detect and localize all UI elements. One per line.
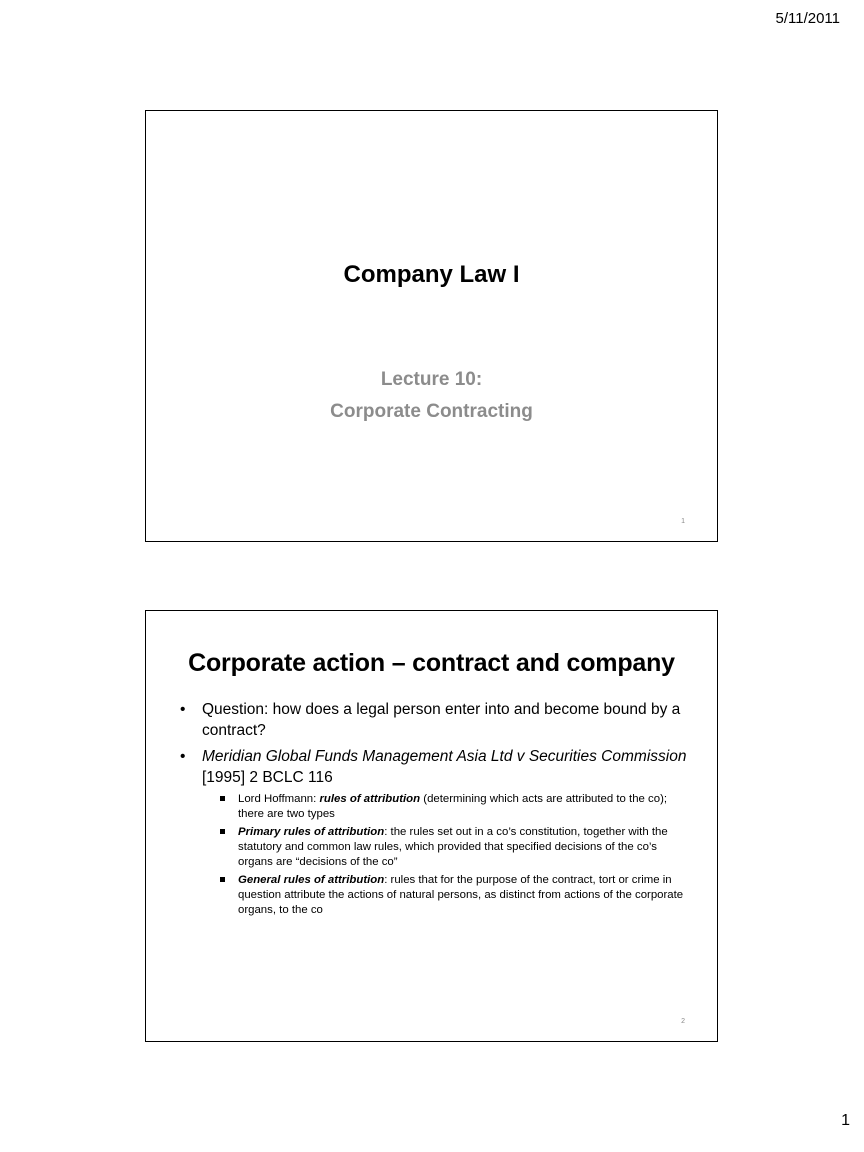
slide-subtitle — [146, 364, 717, 428]
sub-bullet-list — [202, 792, 691, 918]
sub-bullet-text: : the rules set out in a co’s constitution, together with the statutory and common law rules, which provided that specified decisions of the co’s organs are “decisions of the co” — [238, 826, 668, 868]
slide-number: 2 — [681, 1018, 685, 1025]
square-bullet-icon — [220, 877, 225, 882]
square-bullet-icon — [220, 796, 225, 801]
bullet-item — [176, 746, 691, 918]
sub-bullet-item — [202, 825, 691, 870]
slide-title: Company Law I — [343, 261, 520, 288]
subtitle-line-1: Lecture 10: — [380, 369, 483, 390]
sub-bullet-text: (determining which acts are attributed to the co); there are two types — [238, 793, 668, 820]
bullet-text: Question: how does a legal person enter into and become bound by a contract? — [202, 701, 681, 739]
slide-number: 1 — [681, 518, 685, 525]
slide-1 — [145, 110, 718, 542]
bullet-item — [176, 699, 691, 741]
sub-bullet-item — [202, 792, 691, 822]
sub-bullet-term: rules of attribution — [319, 793, 421, 805]
bullet-list — [176, 699, 691, 923]
square-bullet-icon — [220, 829, 225, 834]
case-citation: [1995] 2 BCLC 116 — [202, 769, 333, 786]
sub-bullet-prefix: Lord Hoffmann: — [238, 793, 320, 805]
slide-title: Corporate action – contract and company — [188, 649, 675, 677]
subtitle-line-2: Corporate Contracting — [330, 401, 533, 422]
sub-bullet-text: : rules that for the purpose of the contract, tort or crime in question attribute the actions of natural persons, as distinct from actions of the corporate organs, to the co — [238, 874, 684, 916]
page-number: 1 — [841, 1112, 850, 1129]
sub-bullet-item — [202, 873, 691, 918]
case-name: Meridian Global Funds Management Asia Ltd v Securities Commission — [202, 748, 687, 765]
sub-bullet-term: Primary rules of attribution — [238, 826, 385, 838]
page-date: 5/11/2011 — [775, 10, 840, 27]
slide-2 — [145, 610, 718, 1042]
sub-bullet-term: General rules of attribution — [238, 874, 385, 886]
